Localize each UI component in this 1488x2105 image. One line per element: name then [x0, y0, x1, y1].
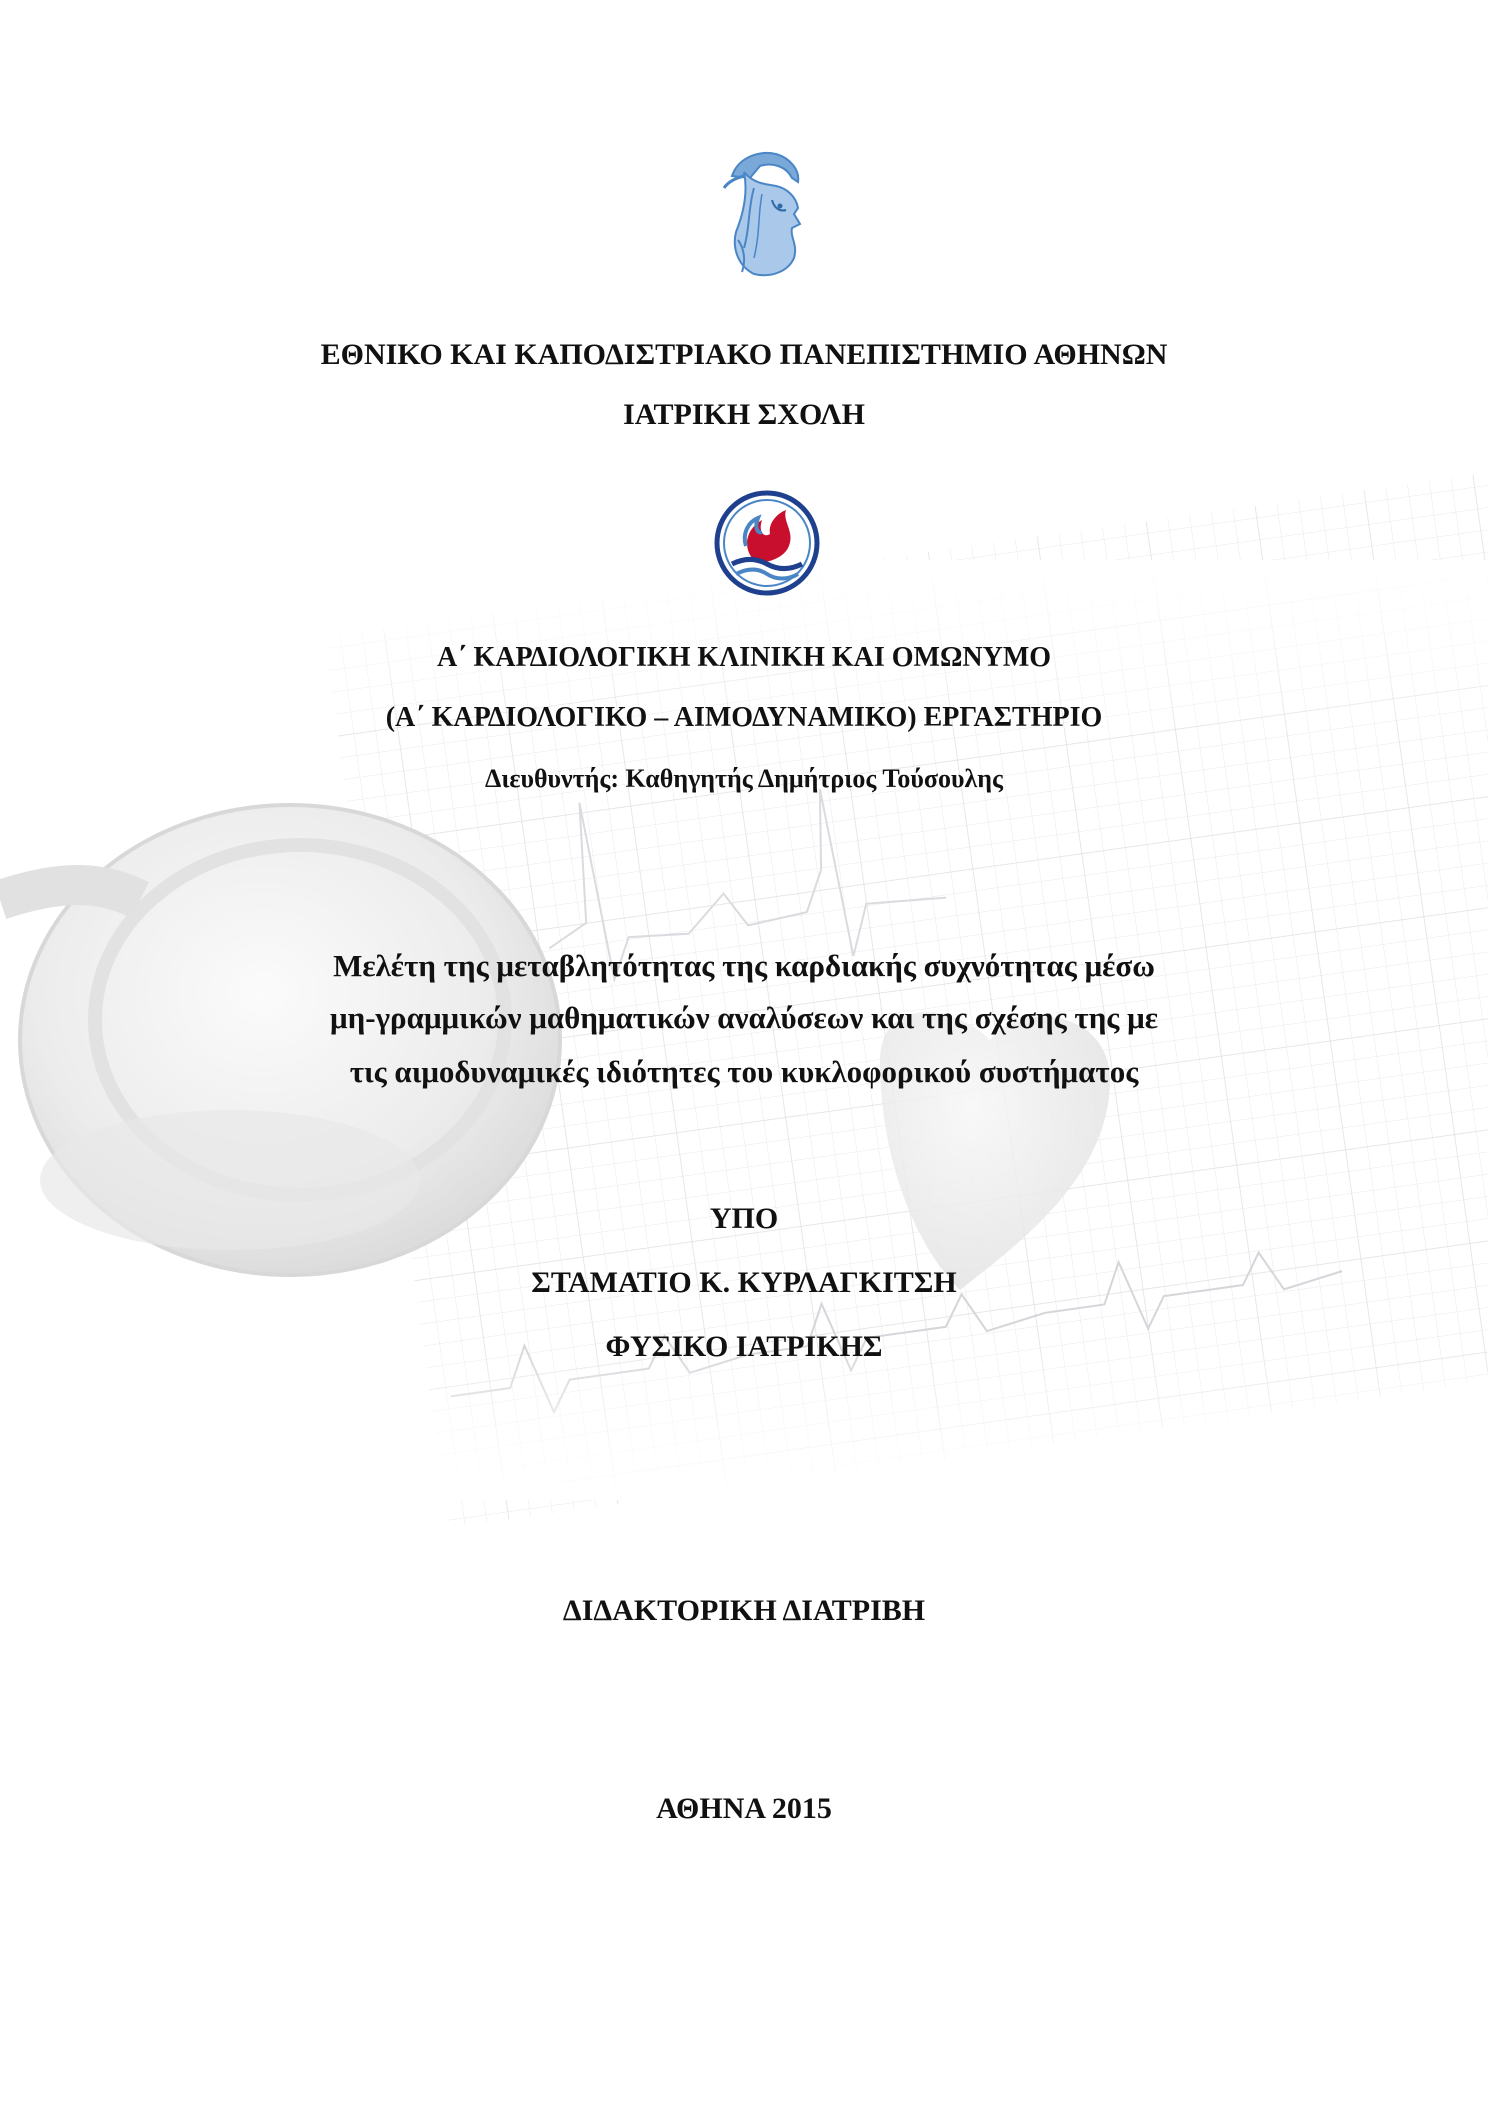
flame-wave-emblem-icon	[712, 488, 822, 598]
thesis-title-line-2: μη-γραμμικών μαθηματικών αναλύσεων και της σχέσης της με	[330, 1000, 1158, 1035]
clinic-line-2: (Α΄ ΚΑΡΔΙΟΛΟΓΙΚΟ – ΑΙΜΟΔΥΝΑΜΙΚΟ) ΕΡΓΑΣΤΗΡΙΟ	[385, 702, 1103, 733]
place-year: ΑΘΗΝΑ 2015	[656, 1792, 832, 1825]
author-role: ΦΥΣΙΚΟ ΙΑΤΡΙΚΗΣ	[605, 1330, 883, 1363]
author-name: ΣΤΑΜΑΤΙΟ Κ. ΚΥΡΛΑΓΚΙΤΣΗ	[531, 1266, 957, 1299]
document-type: ΔΙΔΑΚΤΟΡΙΚΗ ΔΙΑΤΡΙΒΗ	[562, 1594, 926, 1627]
thesis-title-line-1: Μελέτη της μεταβλητότητας της καρδιακής συχνότητας μέσω	[333, 948, 1155, 983]
thesis-title-line-3: τις αιμοδυναμικές ιδιότητες του κυκλοφορικού συστήματος	[349, 1054, 1139, 1089]
university-name: ΕΘΝΙΚΟ ΚΑΙ ΚΑΠΟΔΙΣΤΡΙΑΚΟ ΠΑΝΕΠΙΣΤΗΜΙΟ ΑΘΗΝΩΝ	[320, 338, 1168, 371]
clinic-line-1: Α΄ ΚΑΡΔΙΟΛΟΓΙΚΗ ΚΛΙΝΙΚΗ ΚΑΙ ΟΜΩΝΥΜΟ	[436, 642, 1052, 673]
clinic-director: Διευθυντής: Καθηγητής Δημήτριος Τούσουλης	[485, 764, 1003, 793]
athena-head-logo-icon	[714, 148, 806, 280]
school-name: ΙΑΤΡΙΚΗ ΣΧΟΛΗ	[623, 398, 865, 431]
author-by: ΥΠΟ	[709, 1202, 779, 1235]
